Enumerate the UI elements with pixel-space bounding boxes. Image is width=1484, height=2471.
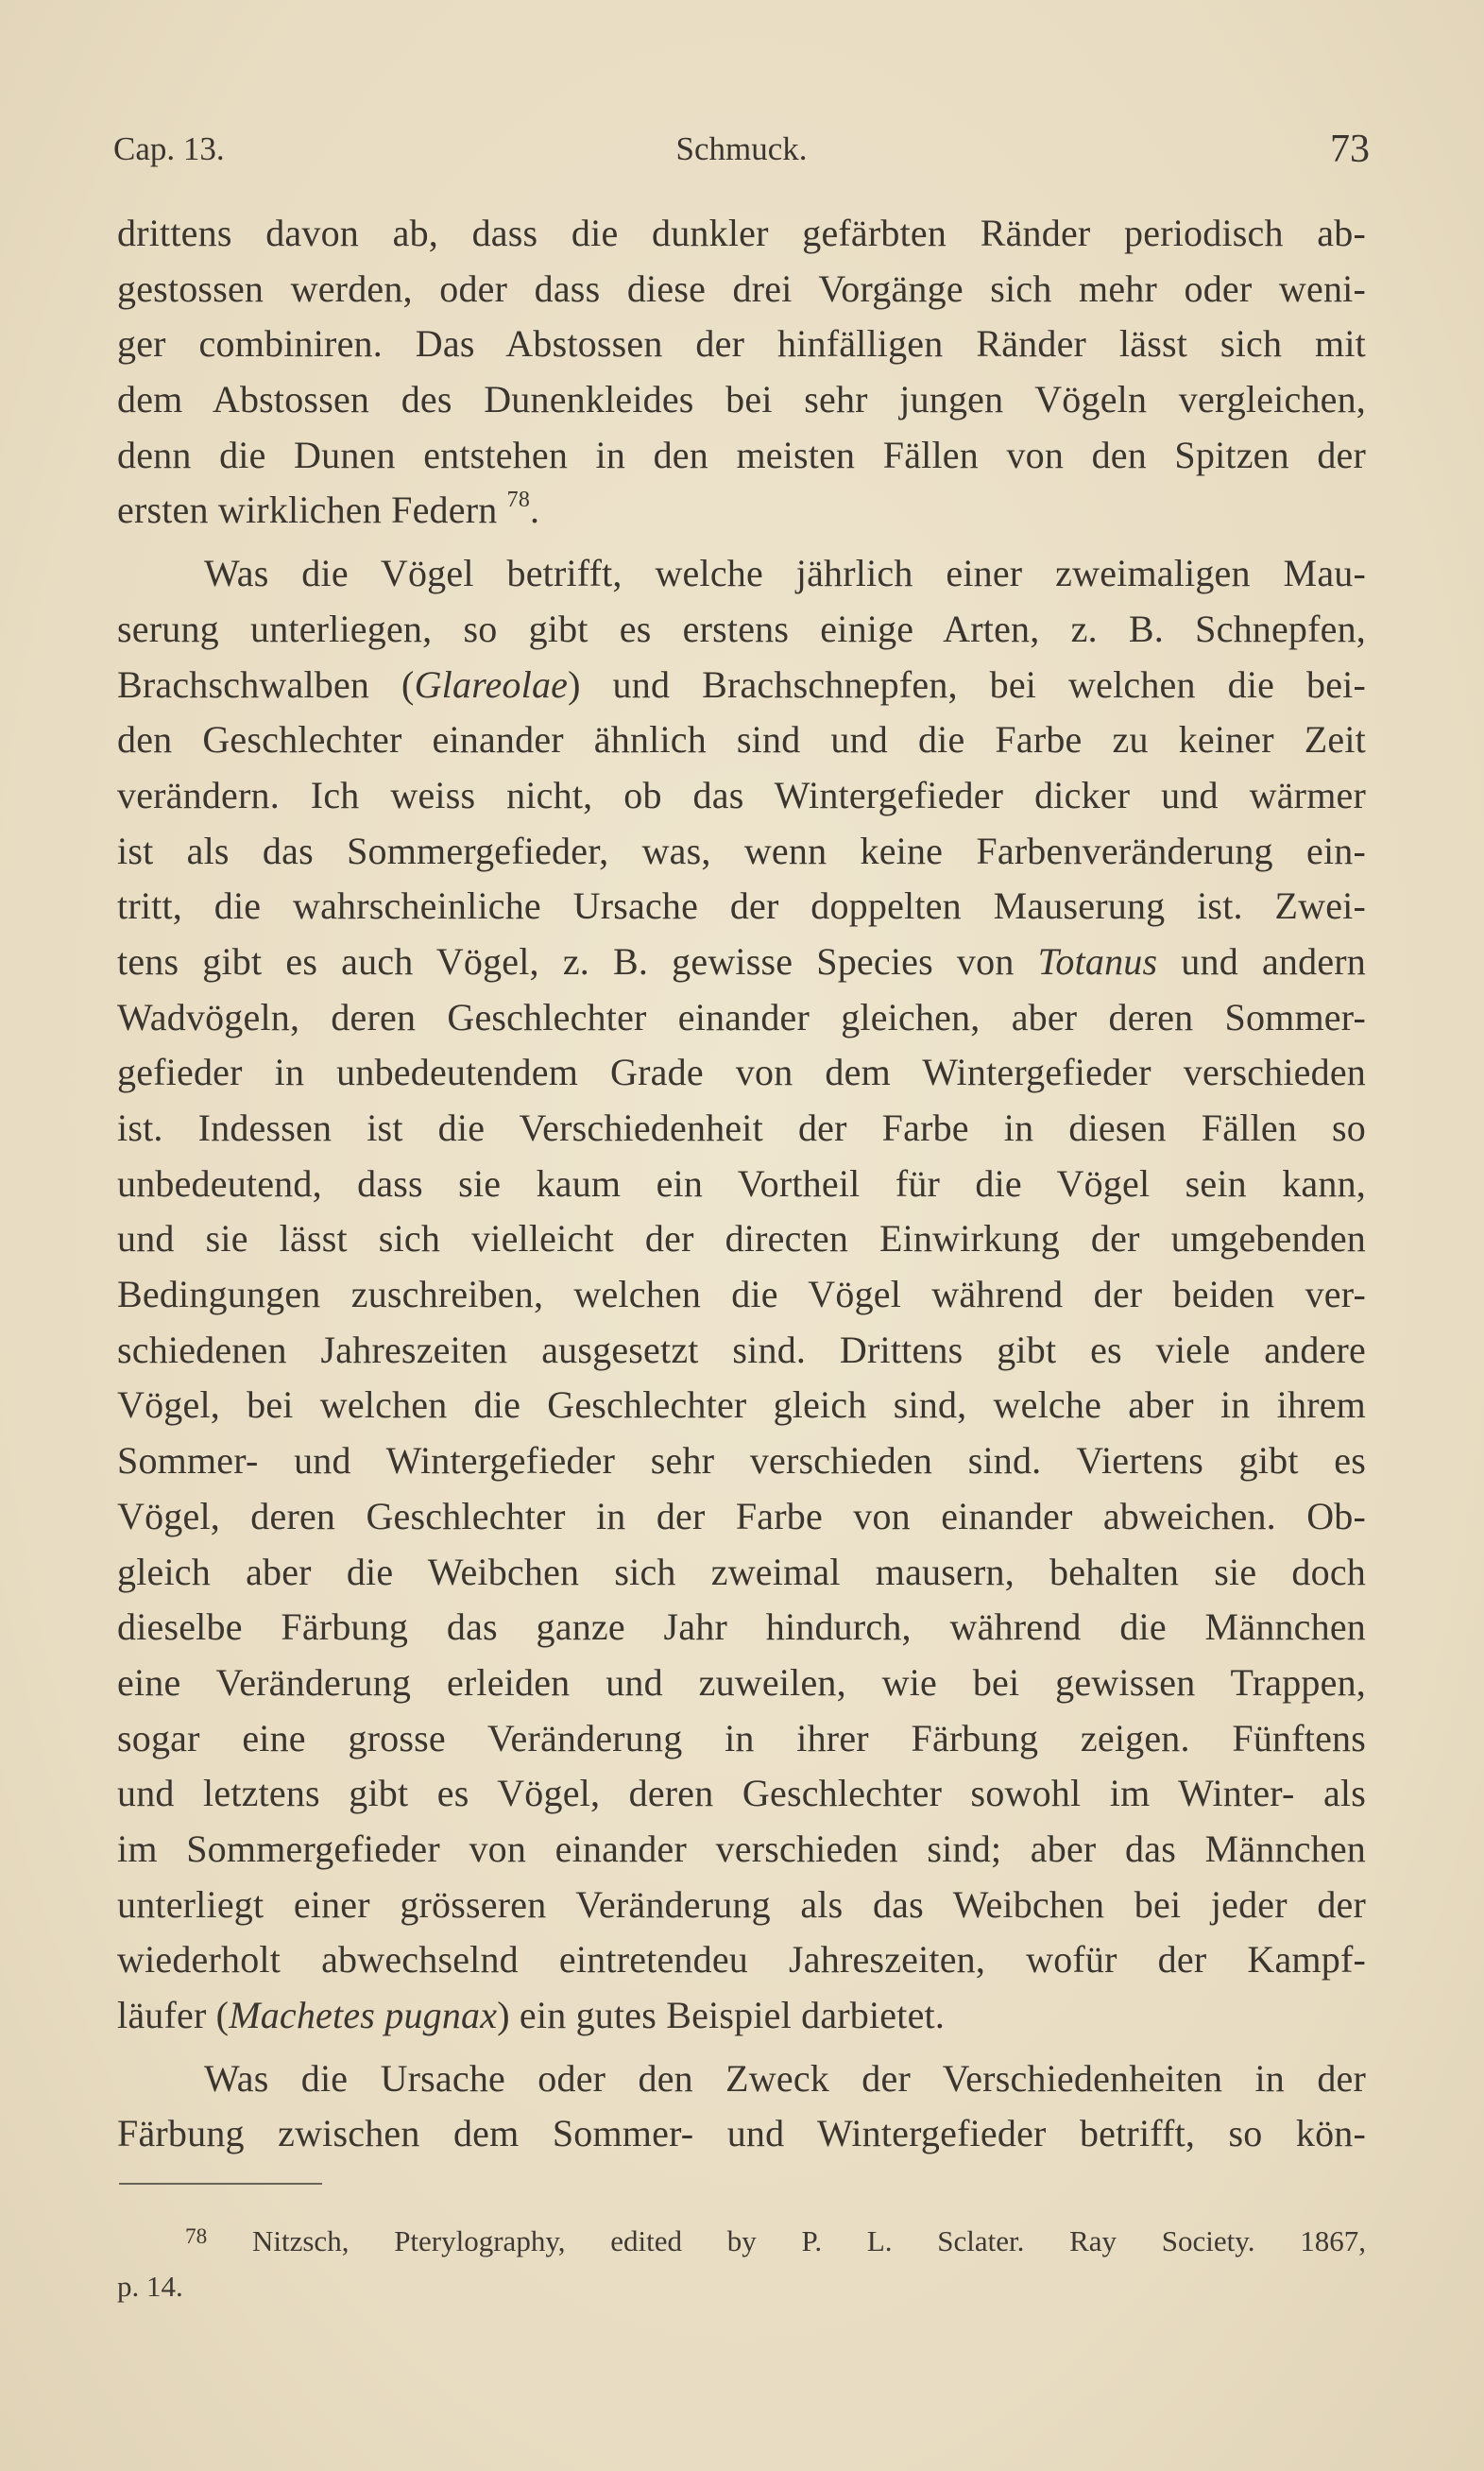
footnote-line: p. 14. xyxy=(117,2270,183,2304)
text-line: gestossen werden, oder dass diese drei Vorgänge sich mehr oder weni- xyxy=(117,266,1366,310)
italic-term: Totanus xyxy=(1037,939,1158,983)
text-line: verändern. Ich weiss nicht, ob das Wintergefieder dicker und wärmer xyxy=(117,773,1366,816)
text-line: und letztens gibt es Vögel, deren Geschlechter sowohl im Winter- als xyxy=(117,1772,1366,1815)
text-line: unterliegt einer grösseren Veränderung als das Weibchen bei jeder der xyxy=(117,1882,1366,1926)
text-line xyxy=(117,483,1366,539)
footnote-text: Nitzsch, Pterylography, edited by P. L. Sclater. Ray Society. 1867, xyxy=(252,2224,1366,2258)
text-run: läufer ( xyxy=(117,1994,230,2036)
footnote xyxy=(117,2214,1366,2309)
footnote-divider xyxy=(119,2183,322,2185)
text-line xyxy=(117,935,1366,990)
footnote-reference: 78 xyxy=(506,488,531,513)
text-line: dieselbe Färbung das ganze Jahr hindurch, während die Männchen xyxy=(117,1605,1366,1649)
text-line: tritt, die wahrscheinliche Ursache der doppelten Mauserung ist. Zwei- xyxy=(117,884,1366,928)
text-line: im Sommergefieder von einander verschieden sind; aber das Männchen xyxy=(117,1827,1366,1870)
text-run: Brachschwalben ( xyxy=(117,662,415,706)
text-line: denn die Dunen entstehen in den meisten Fällen von den Spitzen der xyxy=(117,433,1366,476)
text-line: unbedeutend, dass sie kaum ein Vortheil für die Vögel sein kann, xyxy=(117,1161,1366,1205)
text-line: Vögel, deren Geschlechter in der Farbe von einander abweichen. Ob- xyxy=(117,1494,1366,1537)
text-line: schiedenen Jahreszeiten ausgesetzt sind. Drittens gibt es viele andere xyxy=(117,1328,1366,1371)
footnote-number: 78 xyxy=(185,2224,208,2249)
text-line xyxy=(117,658,1366,713)
text-line: ist. Indessen ist die Verschiedenheit der Farbe in diesen Fällen so xyxy=(117,1107,1366,1149)
text-line xyxy=(117,1988,1366,2044)
chapter-label: Cap. 13. xyxy=(113,130,225,167)
text-line: Färbung zwischen dem Sommer- und Wintergefieder betrifft, so kön- xyxy=(117,2112,1366,2155)
text-run: und andern xyxy=(1157,939,1366,983)
text-line: und sie lässt sich vielleicht der directen Einwirkung der umgebenden xyxy=(117,1217,1366,1261)
page-number: 73 xyxy=(1330,128,1370,171)
italic-term: Glareolae xyxy=(414,662,569,706)
text-line: eine Veränderung erleiden und zuweilen, wie bei gewissen Trappen, xyxy=(117,1660,1366,1704)
text-line: Sommer- und Wintergefieder sehr verschieden sind. Viertens gibt es xyxy=(117,1439,1366,1483)
text-line: sogar eine grosse Veränderung in ihrer Färbung zeigen. Fünftens xyxy=(117,1716,1366,1759)
italic-term: Machetes pugnax xyxy=(229,1994,498,2036)
text-line: dem Abstossen des Dunenkleides bei sehr jungen Vögeln vergleichen, xyxy=(117,378,1366,421)
text-line: wiederholt abwechselnd eintretendeu Jahreszeiten, wofür der Kampf- xyxy=(117,1938,1366,1982)
text-run: ) und Brachschnepfen, bei welchen die bei- xyxy=(568,662,1367,706)
footnote-line xyxy=(117,2214,1366,2264)
running-header xyxy=(113,121,1370,178)
text-run: ) ein gutes Beispiel darbietet. xyxy=(497,1994,946,2036)
text-run: ersten wirklichen Federn xyxy=(117,489,498,532)
running-title: Schmuck. xyxy=(675,130,808,167)
text-run: . xyxy=(530,489,540,532)
text-line: drittens davon ab, dass die dunkler gefärbten Ränder periodisch ab- xyxy=(117,212,1366,254)
main-text xyxy=(117,206,1366,2162)
text-run: tens gibt es auch Vögel, z. B. gewisse Species von xyxy=(117,939,1038,983)
text-line: ger combiniren. Das Abstossen der hinfälligen Ränder lässt sich mit xyxy=(117,322,1366,366)
text-line: Was die Ursache oder den Zweck der Verschiedenheiten in der xyxy=(204,2056,1366,2100)
text-line: Wadvögeln, deren Geschlechter einander gleichen, aber deren Sommer- xyxy=(117,995,1366,1038)
text-line: ist als das Sommergefieder, was, wenn keine Farbenveränderung ein- xyxy=(117,829,1366,872)
text-line: serung unterliegen, so gibt es erstens einige Arten, z. B. Schnepfen, xyxy=(117,607,1366,650)
text-line: Bedingungen zuschreiben, welchen die Vögel während der beiden ver- xyxy=(117,1273,1366,1316)
text-line: Vögel, bei welchen die Geschlechter gleich sind, welche aber in ihrem xyxy=(117,1383,1366,1427)
text-line: gleich aber die Weibchen sich zweimal mausern, behalten sie doch xyxy=(117,1550,1366,1593)
text-line: gefieder in unbedeutendem Grade von dem Wintergefieder verschieden xyxy=(117,1051,1366,1094)
text-line: Was die Vögel betrifft, welche jährlich einer zweimaligen Mau- xyxy=(204,552,1366,595)
text-line: den Geschlechter einander ähnlich sind und die Farbe zu keiner Zeit xyxy=(117,718,1366,762)
